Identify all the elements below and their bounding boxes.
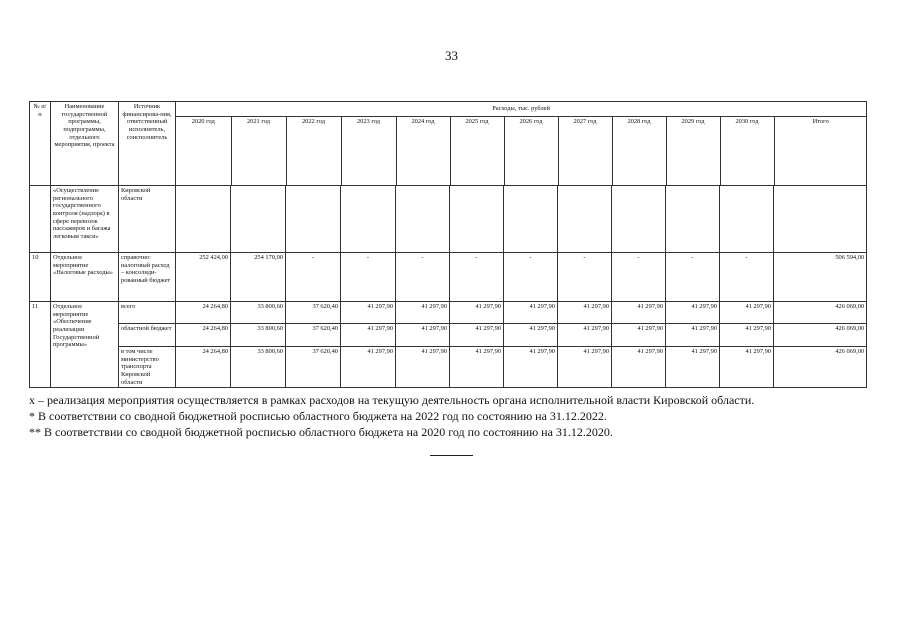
value-cell: -: [450, 253, 504, 302]
value-cell: -: [286, 253, 341, 302]
total-cell: 426 069,00: [774, 347, 867, 388]
value-cell: 41 297,90: [666, 347, 720, 388]
budget-table: [29, 101, 867, 388]
value-cell: -: [504, 253, 558, 302]
row-name: «Осуществление регионального государственного контроля (надзора) в сфере перевозок пассажиров и багажа легковым такси»: [51, 186, 119, 253]
value-cell: 41 297,90: [612, 347, 666, 388]
table-row: [30, 324, 867, 347]
value-cell: 41 297,90: [666, 324, 720, 347]
footnote-double-star: ** В соответствии со сводной бюджетной росписью областного бюджета на 2020 год по состоянию на 31.12.2020.: [29, 425, 613, 439]
value-cell: 33 800,60: [231, 324, 286, 347]
value-cell: 41 297,90: [341, 302, 396, 324]
value-cell: 41 297,90: [612, 324, 666, 347]
value-cell: 41 297,90: [720, 324, 774, 347]
row-number: 11: [30, 302, 51, 388]
row-source: в том числе министерство транспорта Кировской области: [119, 347, 176, 388]
row-source: всего: [119, 302, 176, 324]
value-cell: -: [666, 253, 720, 302]
year-header: 2027 год: [558, 117, 612, 186]
value-cell: 24 264,80: [176, 302, 231, 324]
value-cell: 41 297,90: [558, 302, 612, 324]
header-number: № п/п: [30, 102, 51, 186]
row-number: 10: [30, 253, 51, 302]
value-cell: -: [720, 253, 774, 302]
year-header: 2022 год: [286, 117, 341, 186]
total-cell: 426 069,00: [774, 302, 867, 324]
year-header: 2029 год: [666, 117, 720, 186]
row-source: областной бюджет: [119, 324, 176, 347]
row-number: [30, 186, 51, 253]
value-cell: 41 297,90: [396, 302, 450, 324]
footnotes: [29, 392, 889, 440]
value-cell: 41 297,90: [450, 324, 504, 347]
header-expenses-label: Расходы, тыс. рублей: [492, 105, 550, 112]
page-number: 33: [445, 48, 458, 63]
value-cell: 41 297,90: [396, 347, 450, 388]
value-cell: 41 297,90: [504, 347, 558, 388]
table-header-row: [30, 102, 867, 186]
header-source: Источник финансирова-ния, ответственный исполнитель, соисполнитель: [119, 102, 176, 186]
year-header: 2020 год: [176, 117, 231, 186]
row-source: Кировской области: [119, 186, 176, 253]
value-cell: -: [341, 253, 396, 302]
value-cell: 41 297,90: [450, 302, 504, 324]
footnote-x: х – реализация мероприятия осуществляется в рамках расходов на текущую деятельность органа исполнительной власти Кировской области.: [29, 393, 755, 407]
value-cell: 24 264,80: [176, 324, 231, 347]
year-columns: [176, 116, 867, 185]
row-name: Отдельное мероприятие «Обеспечение реализации Государственной программы»: [51, 302, 119, 388]
end-divider: [430, 455, 473, 456]
value-cell: 41 297,90: [504, 324, 558, 347]
table-row: [30, 302, 867, 324]
value-cell: -: [558, 253, 612, 302]
year-header: 2028 год: [612, 117, 666, 186]
value-cell: 24 264,80: [176, 347, 231, 388]
value-cell: 33 800,60: [231, 302, 286, 324]
value-cell: 37 620,40: [286, 302, 341, 324]
value-cell: 37 620,40: [286, 324, 341, 347]
row-name: Отдельное мероприятие «Налоговые расходы»: [51, 253, 119, 302]
value-cell: 41 297,90: [720, 347, 774, 388]
value-cell: 41 297,90: [341, 324, 396, 347]
value-cell: 33 800,60: [231, 347, 286, 388]
table-row: [30, 253, 867, 302]
value-cell: 41 297,90: [720, 302, 774, 324]
year-header: 2026 год: [504, 117, 558, 186]
value-cell: 254 170,00: [231, 253, 286, 302]
table-row: [30, 347, 867, 388]
year-header: 2024 год: [396, 117, 450, 186]
value-cell: -: [612, 253, 666, 302]
value-cell: 41 297,90: [396, 324, 450, 347]
header-expenses: [176, 102, 867, 186]
total-header: Итого: [774, 117, 867, 186]
value-cell: 41 297,90: [504, 302, 558, 324]
total-cell: 426 069,00: [774, 324, 867, 347]
footnote-star: * В соответствии со сводной бюджетной росписью областного бюджета на 2022 год по состоянию на 31.12.2022.: [29, 409, 607, 423]
value-cell: 41 297,90: [558, 324, 612, 347]
year-header: 2025 год: [450, 117, 504, 186]
value-cell: 41 297,90: [558, 347, 612, 388]
value-cell: -: [396, 253, 450, 302]
year-header: 2030 год: [720, 117, 774, 186]
value-cell: 41 297,90: [612, 302, 666, 324]
total-cell: 506 594,00: [774, 253, 867, 302]
value-cell: 41 297,90: [450, 347, 504, 388]
year-header: 2021 год: [231, 117, 286, 186]
year-header: 2023 год: [341, 117, 396, 186]
value-cell: 41 297,90: [666, 302, 720, 324]
header-name: Наименование государственной программы, подпрограммы, отдельного мероприятия, проекта: [51, 102, 119, 186]
table-row: [30, 186, 867, 253]
value-cell: 252 424,00: [176, 253, 231, 302]
value-cell: 37 620,40: [286, 347, 341, 388]
value-cell: 41 297,90: [341, 347, 396, 388]
row-source: справочно: налоговый расход – консолиди-рованный бюджет: [119, 253, 176, 302]
